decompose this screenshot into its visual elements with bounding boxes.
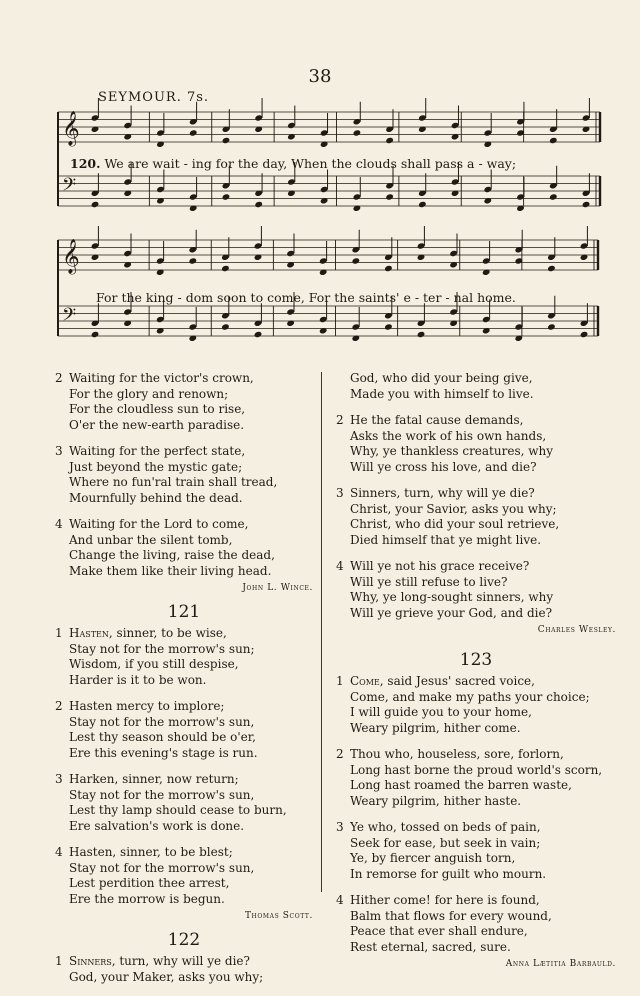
stanza-line — [55, 845, 313, 861]
verse-number: 2 — [55, 699, 63, 713]
treble-clef-icon: 𝄞 — [62, 239, 80, 274]
verse-number: 4 — [336, 559, 344, 573]
stanza-line: Will ye still refuse to live? — [350, 574, 508, 589]
stanza-line — [336, 820, 616, 836]
stanza — [336, 747, 616, 809]
lyric-line-1 — [70, 156, 516, 171]
stanza-line: Why, ye thankless creatures, why — [350, 444, 554, 458]
line-text: sinner, to be wise, — [112, 626, 227, 640]
stanza-line: Lest perdition thee arrest, — [69, 876, 230, 890]
stanza-line: Rest eternal, sacred, sure. — [350, 939, 511, 954]
stanza-line: In remorse for guilt who mourn. — [350, 866, 547, 881]
note-head — [221, 323, 230, 330]
stanza-line: For the cloudless sun to rise, — [69, 402, 246, 416]
stanza-line: God, your Maker, asks you why; — [69, 969, 264, 984]
hymn-122-author: Charles Wesley. — [537, 625, 616, 635]
page-number: 38 — [308, 66, 332, 87]
note-head — [352, 257, 361, 264]
stanza-line: Where no fun'ral train shall tread, — [69, 475, 278, 489]
bass-clef-icon: 𝄢 — [62, 305, 77, 330]
note-head — [547, 265, 556, 272]
line-text: Hasten mercy to implore; — [69, 699, 225, 713]
stanza — [336, 893, 616, 955]
line-text: Waiting for the victor's crown, — [69, 371, 254, 385]
stanza-line: Seek for ease, but seek in vain; — [350, 835, 541, 850]
stanza-line: Died himself that ye might live. — [350, 532, 542, 547]
left-column — [55, 371, 313, 996]
bass-clef-icon: 𝄢 — [62, 175, 77, 200]
hymn-121-stanzas — [55, 626, 313, 907]
lyric-line-1-text: We are wait - ing for the day, When the clouds shall pass a - way; — [104, 156, 517, 171]
stanza-line: Ere the morrow is begun. — [69, 891, 225, 906]
stanza-line: Will ye cross his love, and die? — [350, 459, 537, 474]
stanza-line: Long hast borne the proud world's scorn, — [350, 762, 603, 777]
first-word: Come, — [350, 674, 384, 688]
note-head — [418, 201, 427, 208]
first-word: Hasten, — [69, 626, 113, 640]
hymn-122-number: 122 — [167, 929, 201, 950]
stanza — [55, 845, 313, 907]
verse-number: 3 — [336, 486, 344, 500]
line-text: Will ye not his grace receive? — [350, 559, 530, 573]
hymn-122-continuation — [336, 371, 616, 402]
stanza-line: Come, and make my paths your choice; — [350, 689, 590, 704]
line-text: Waiting for the Lord to come, — [69, 517, 249, 531]
note-head — [385, 193, 394, 200]
stanza-line: Mournfully behind the dead. — [69, 490, 243, 505]
line-text: said Jesus' sacred voice, — [383, 674, 535, 688]
stanza-line: Made you with himself to live. — [350, 386, 534, 401]
stanza-line — [336, 413, 616, 429]
verse-number: 1 — [55, 954, 63, 968]
hymn-123-author: Anna Lætitia Barbauld. — [505, 959, 616, 969]
verse-number: 2 — [55, 371, 63, 385]
stanza-line: Long hast roamed the barren waste, — [350, 778, 572, 792]
stanza — [55, 371, 313, 433]
verse-number: 3 — [55, 772, 63, 786]
line-text: He the fatal cause demands, — [350, 413, 524, 427]
verse-number: 2 — [336, 747, 344, 761]
note-head — [582, 201, 591, 208]
note-head — [385, 137, 394, 144]
stanza-line: For the glory and renown; — [69, 386, 229, 401]
stanza — [336, 674, 616, 736]
stanza-line: Asks the work of his own hands, — [350, 428, 547, 443]
stanza — [336, 486, 616, 548]
stanza-line: Will ye grieve your God, and die? — [350, 605, 553, 620]
line-text: Thou who, houseless, sore, forlorn, — [350, 747, 564, 761]
stanza-line: Stay not for the morrow's sun, — [69, 714, 255, 729]
stanza — [336, 413, 616, 475]
stanza-line: Stay not for the morrow's sun; — [69, 641, 255, 656]
stanza-line — [336, 674, 616, 690]
hymn-121-number: 121 — [167, 601, 201, 622]
stanza-line — [336, 893, 616, 909]
stanza-line — [336, 486, 616, 502]
line-text: Waiting for the perfect state, — [69, 444, 246, 458]
stanza-line — [336, 747, 616, 763]
stanza-line: Peace that ever shall endure, — [350, 924, 528, 938]
stanza — [336, 559, 616, 621]
hymn-122-stanzas — [336, 413, 616, 621]
stanza-line — [55, 699, 313, 715]
hymn-123-number: 123 — [459, 649, 493, 670]
stanza-line: Harder is it to be won. — [69, 672, 207, 687]
stanza-line — [336, 559, 616, 575]
stanza — [55, 699, 313, 761]
tune-name: SEYMOUR. — [98, 90, 182, 105]
note-head — [417, 331, 426, 338]
stanza — [55, 517, 313, 579]
stanza-line: Weary pilgrim, hither haste. — [350, 793, 522, 808]
stanza-line — [55, 954, 313, 970]
stanza-line — [55, 626, 313, 642]
hymn-121-author: Thomas Scott. — [244, 911, 313, 921]
stanza-line — [55, 772, 313, 788]
stanza — [55, 772, 313, 834]
stanza-line: And unbar the silent tomb, — [69, 532, 233, 547]
note-head — [353, 129, 362, 136]
note-head — [91, 201, 100, 208]
verse-number: 3 — [336, 820, 344, 834]
stanza-line: Balm that flows for every wound, — [350, 908, 552, 923]
note-head — [547, 323, 556, 330]
line-text: Hither come! for here is found, — [350, 893, 540, 907]
stanza-line — [55, 371, 313, 387]
line-text: Hasten, sinner, to be blest; — [69, 845, 233, 859]
verse-number: 1 — [55, 626, 63, 640]
stanza-line: Ere this evening's stage is run. — [69, 745, 258, 760]
stanza-line: Lest thy lamp should cease to burn, — [69, 803, 287, 817]
stanza-line: Wisdom, if you still despise, — [69, 657, 239, 671]
note-head — [549, 193, 558, 200]
note-head — [189, 129, 198, 136]
stanza — [336, 820, 616, 882]
stanza-line: O'er the new-earth paradise. — [69, 417, 245, 432]
stanza-line: Lest thy season should be o'er, — [69, 730, 256, 744]
stanza-line — [55, 517, 313, 533]
note-head — [189, 257, 198, 264]
note-head — [91, 331, 100, 338]
note-head — [384, 323, 393, 330]
line-text: Harken, sinner, now return; — [69, 772, 239, 786]
stanza-line: Make them like their living head. — [69, 563, 272, 578]
lyric-line-2: For the king - dom soon to come, For the saints' e - ter - nal home. — [96, 290, 516, 305]
stanza-line: God, who did your being give, — [350, 371, 533, 385]
music-score — [0, 0, 640, 370]
note-head — [254, 201, 263, 208]
stanza — [55, 626, 313, 688]
hymn-120-author: John L. Wince. — [242, 583, 313, 593]
note-head — [222, 137, 231, 144]
first-word: Sinners, — [69, 954, 116, 968]
stanza-line: Christ, who did your soul retrieve, — [350, 517, 560, 531]
stanza-line: Weary pilgrim, hither come. — [350, 720, 521, 735]
stanza-line: Why, ye long-sought sinners, why — [350, 590, 554, 604]
stanza-line: Stay not for the morrow's sun, — [69, 860, 255, 875]
hymn-123-stanzas — [336, 674, 616, 955]
line-text: Sinners, turn, why will ye die? — [350, 486, 535, 500]
stanza-line — [55, 444, 313, 460]
hymn-122-stanza-1 — [55, 954, 313, 985]
note-head — [549, 137, 558, 144]
stanza-line: Just beyond the mystic gate; — [69, 459, 243, 474]
verse-number: 4 — [55, 845, 63, 859]
note-head — [384, 265, 393, 272]
stanza — [55, 444, 313, 506]
stanza-line: I will guide you to your home, — [350, 705, 532, 719]
tune-meter: 7s. — [186, 90, 210, 105]
treble-clef-icon: 𝄞 — [62, 111, 80, 146]
verse-number: 4 — [336, 893, 344, 907]
stanza-line: Christ, your Savior, asks you why; — [350, 501, 557, 516]
note-head — [254, 331, 263, 338]
verse-number: 3 — [55, 444, 63, 458]
column-divider — [321, 372, 322, 892]
note-head — [221, 265, 230, 272]
verse-number: 1 — [336, 674, 344, 688]
hymn-120-number: 120. — [70, 156, 101, 171]
line-text: Ye who, tossed on beds of pain, — [350, 820, 541, 834]
verse-number: 4 — [55, 517, 63, 531]
note-head — [580, 331, 589, 338]
right-column — [336, 371, 616, 981]
stanza-line: Stay not for the morrow's sun, — [69, 787, 255, 802]
stanza-line: Ye, by fiercer anguish torn, — [350, 851, 516, 865]
note-head — [222, 193, 231, 200]
stanza-line: Change the living, raise the dead, — [69, 548, 275, 562]
hymn-120-stanzas — [55, 371, 313, 579]
line-text: turn, why will ye die? — [115, 954, 250, 968]
stanza-line: Ere salvation's work is done. — [69, 818, 245, 833]
verse-number: 2 — [336, 413, 344, 427]
